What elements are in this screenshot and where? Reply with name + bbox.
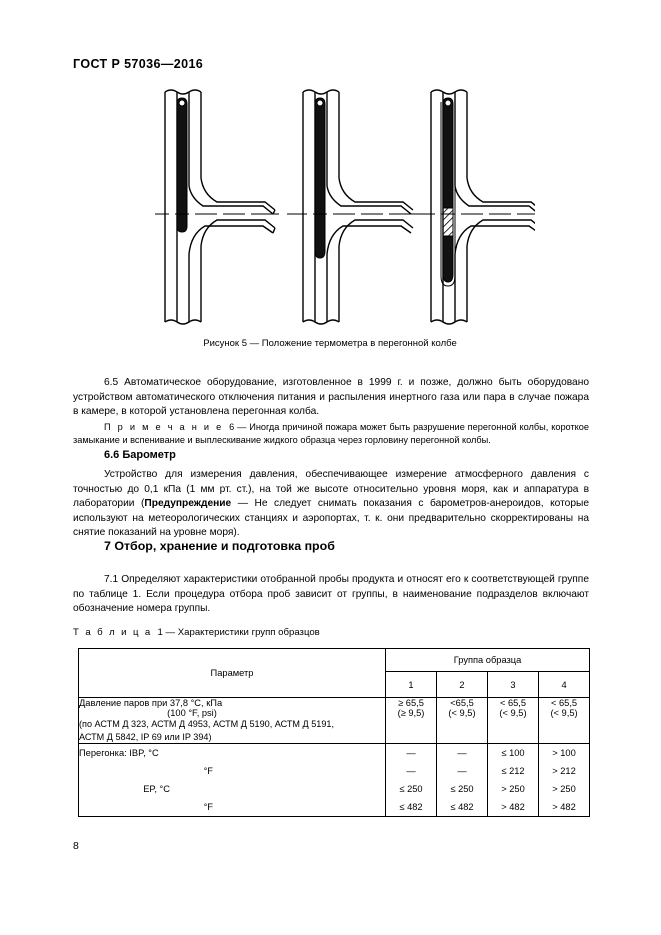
cell-value-g4: > 100 xyxy=(539,744,590,763)
cell-value-g3: (< 9,5) xyxy=(488,708,539,718)
cell-parameter-vapour-pressure-2 xyxy=(79,708,386,718)
column-header-group-1: 1 xyxy=(386,672,437,698)
cell-value-g2: (< 9,5) xyxy=(437,708,488,718)
warning-label: Предупреждение xyxy=(144,498,232,510)
table-header xyxy=(79,649,590,698)
cell-value-g4: < 65,5 xyxy=(539,698,590,709)
cell-value-g1: — xyxy=(386,744,437,763)
cell-value-g4: > 482 xyxy=(539,798,590,817)
table-row xyxy=(79,780,590,798)
cell-value-g3: ≤ 212 xyxy=(488,762,539,780)
ep-c-label: EP, °С xyxy=(143,784,170,795)
paragraph-7-1 xyxy=(73,573,589,617)
ibp-f-label: °F xyxy=(203,766,213,777)
cell-value-g2: — xyxy=(437,762,488,780)
cell-parameter-vapour-pressure-1 xyxy=(79,698,386,709)
ep-f-label: °F xyxy=(203,802,213,813)
vapour-pressure-label-line1: Давление паров при 37,8 °С, кПа xyxy=(79,698,223,708)
heading-6-6: 6.6 Барометр xyxy=(104,449,176,461)
table-1-title xyxy=(73,627,320,638)
standard-header: ГОСТ Р 57036—2016 xyxy=(73,57,204,71)
astm-methods-line1: (по АСТМ Д 323, АСТМ Д 4953, АСТМ Д 5190, АСТМ Д 5191, xyxy=(79,719,334,729)
cell-value-g2 xyxy=(437,718,488,744)
paragraph-7-1-text: 7.1 Определяют характеристики отобранной пробы продукта и относят его к соответствующей группе по таблице 1. Если процедура отбора проб зависит от группы, в наименование подразделов включают обозначение номера группы. xyxy=(73,574,589,615)
cell-value-g3 xyxy=(488,718,539,744)
heading-7: 7 Отбор, хранение и подготовка проб xyxy=(104,539,335,553)
column-header-parameter: Параметр xyxy=(79,649,386,698)
note-6 xyxy=(73,421,589,448)
cell-value-g1: — xyxy=(386,762,437,780)
paragraph-6-6-part1: Устройство для измерения давления, обеспечивающее измерение атмосферного давления с точностью до 0,1 кПа (1 мм рт. ст.), на той же высоте относительно уровня моря, как и аппаратура в лаборатории ( xyxy=(73,469,589,510)
cell-value-g1: ≤ 250 xyxy=(386,780,437,798)
figure-caption: Рисунок 5 — Положение термометра в перегонной колбе xyxy=(203,338,457,349)
cell-parameter-astm-methods xyxy=(79,718,386,744)
cell-value-g1 xyxy=(386,718,437,744)
table-row xyxy=(79,718,590,744)
thermometer-flask-diagram xyxy=(155,86,535,328)
cell-value-g2: <65,5 xyxy=(437,698,488,709)
cell-value-g2: ≤ 250 xyxy=(437,780,488,798)
table-1 xyxy=(78,648,590,817)
table-row xyxy=(79,698,590,709)
cell-value-g1: (≥ 9,5) xyxy=(386,708,437,718)
table-title-rest: 1 — Характеристики групп образцов xyxy=(157,627,320,638)
cell-value-g4: > 212 xyxy=(539,762,590,780)
table-row xyxy=(79,762,590,780)
cell-parameter-ibp-c: Перегонка: IBP, °С xyxy=(79,744,386,763)
cell-value-g4: > 250 xyxy=(539,780,590,798)
cell-value-g4 xyxy=(539,718,590,744)
cell-value-g1: ≤ 482 xyxy=(386,798,437,817)
table-row xyxy=(79,708,590,718)
paragraph-6-6 xyxy=(73,468,589,541)
cell-value-g3: > 250 xyxy=(488,780,539,798)
astm-methods-line2: АСТМ Д 5842, IP 69 или IP 394) xyxy=(79,731,212,742)
column-header-group-2: 2 xyxy=(437,672,488,698)
column-header-group-3: 3 xyxy=(488,672,539,698)
paragraph-6-5 xyxy=(73,376,589,420)
cell-value-g2: ≤ 482 xyxy=(437,798,488,817)
cell-parameter-ep-f xyxy=(79,798,386,817)
page-number: 8 xyxy=(73,841,79,852)
column-header-group-4: 4 xyxy=(539,672,590,698)
table-title-lead: Т а б л и ц а xyxy=(73,627,153,638)
table-body xyxy=(79,698,590,817)
paragraph-6-6-part2: — Не следует снимать показания с барометров-анероидов, которые используют на метеорологических станциях и аэропортах, т. к. они предварительно скорректированы на снятие показаний на уровне моря). xyxy=(73,498,589,539)
cell-value-g3: > 482 xyxy=(488,798,539,817)
note-number: 6 xyxy=(229,422,235,432)
paragraph-6-5-text: 6.5 Автоматическое оборудование, изготовленное в 1999 г. и позже, должно быть оборудовано устройством автоматического отключения питания и распыления инертного газа или пара в случае пожара в камере, в которой установлена перегонная колба. xyxy=(73,377,589,418)
column-header-group: Группа образца xyxy=(386,649,590,672)
note-label: П р и м е ч а н и е xyxy=(104,422,224,432)
table-header-row-1 xyxy=(79,649,590,672)
cell-value-g1: ≥ 65,5 xyxy=(386,698,437,709)
figure-5 xyxy=(70,86,590,356)
cell-value-g3: < 65,5 xyxy=(488,698,539,709)
table-row xyxy=(79,744,590,763)
cell-parameter-ibp-f xyxy=(79,762,386,780)
cell-value-g2: — xyxy=(437,744,488,763)
cell-value-g3: ≤ 100 xyxy=(488,744,539,763)
table-1-wrapper xyxy=(78,648,589,817)
note-text: — Иногда причиной пожара может быть разрушение перегонной колбы, короткое замыкание и вспенивание и выплескивание жидкого образца через горловину перегонной колбы. xyxy=(73,422,590,446)
table-row xyxy=(79,798,590,817)
vapour-pressure-label-line2: (100 °F, psi) xyxy=(167,708,217,718)
cell-parameter-ep-c xyxy=(79,780,386,798)
cell-value-g4: (< 9,5) xyxy=(539,708,590,718)
